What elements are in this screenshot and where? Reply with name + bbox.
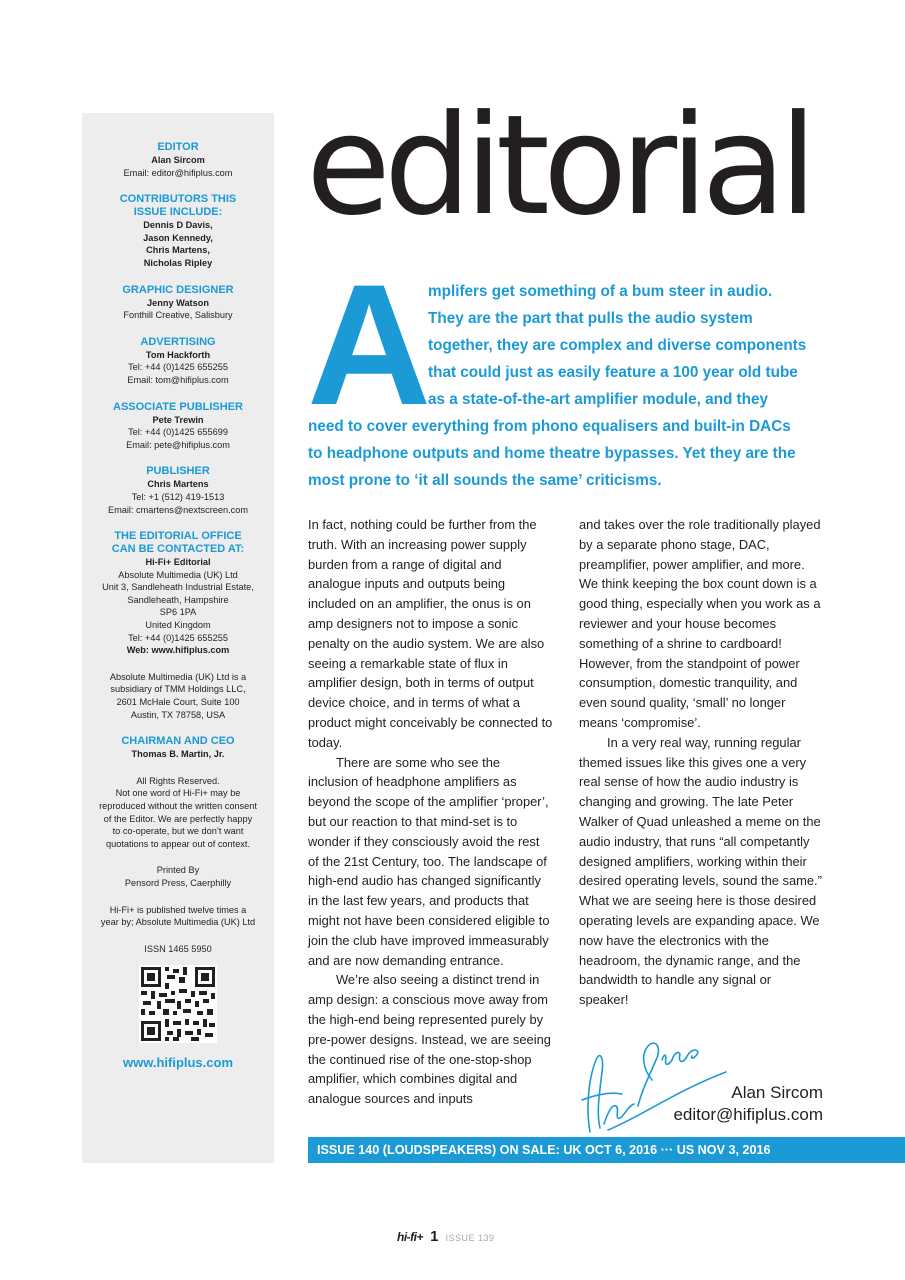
publisher-name: Chris Martens [147,479,209,490]
advertising-heading: ADVERTISING [140,335,216,348]
publisher-email: Email: cmartens@nextscreen.com [107,504,249,515]
subsidiary-block [82,671,274,721]
contributors-heading: CONTRIBUTORS THIS [119,193,237,206]
office-block [82,530,274,657]
publisher-block [82,465,274,516]
standfirst-line: most prone to ‘it all sounds the same’ criticisms. [308,472,662,489]
rights-line: All Rights Reserved. [136,775,220,786]
rights-line: to co-operate, but we don’t want [112,826,244,837]
standfirst-line: mplifers get something of a bum steer in audio. [428,283,773,300]
editor-name: Alan Sircom [151,155,205,165]
advertising-tel: Tel: +44 (0)1425 655255 [128,362,228,373]
body-paragraph: In a very real way, running regular themed issues like this gives one a very real sense of how the audio industry is changing and growing. The late Peter Walker of Quad unleashed a meme on the audio industry, that runs “all competantly designed amplifiers, working within their desired operating levels, sound the same.” What we are seeing here is those desired operating levels are expanding apace. We now have the electronics with the headroom, the dynamic range, and the bandwidth to handle any signal or speaker! [579,734,822,1008]
chairman-name: Thomas B. Martin, Jr. [131,749,225,760]
issn: ISSN 1465 5950 [144,943,212,954]
contributor-name: Nicholas Ripley [143,257,213,268]
associate-publisher-name: Pete Trewin [152,414,204,425]
contributor-name: Chris Martens, [146,245,210,256]
published-line: year by; Absolute Multimedia (UK) Ltd [100,917,256,928]
designer-heading: GRAPHIC DESIGNER [122,283,234,296]
drop-cap: A [307,249,432,441]
associate-publisher-heading: ASSOCIATE PUBLISHER [113,400,243,413]
office-tel: Tel: +44 (0)1425 655255 [128,632,228,643]
rights-line: Not one word of Hi-Fi+ may be [115,788,241,799]
editor-email: Email: editor@hifiplus.com [123,167,233,178]
associate-publisher-email: Email: pete@hifiplus.com [126,439,230,450]
signature-block [673,1082,823,1126]
advertising-email: Email: tom@hifiplus.com [127,374,229,385]
standfirst [308,278,828,494]
body-column-1 [308,515,553,1109]
office-web: Web: www.hifiplus.com [126,645,230,656]
rights-block [82,775,274,851]
standfirst-line: together, they are complex and diverse components [428,337,807,354]
office-address-line: SP6 1PA [159,607,197,618]
office-heading-2: CAN BE CONTACTED AT: [111,543,245,556]
designer-name: Jenny Watson [147,297,209,308]
associate-publisher-tel: Tel: +44 (0)1425 655699 [128,427,228,438]
editor-heading: EDITOR [157,141,199,153]
rights-line: of the Editor. We are perfectly happy [103,813,253,824]
published-line: Hi-Fi+ is published twelve times a [109,904,247,915]
masthead-sidebar [82,113,274,1163]
signature-name: Alan Sircom [731,1083,823,1102]
contributors-heading-2: ISSUE INCLUDE: [133,206,223,219]
office-address-line: Unit 3, Sandleheath Industrial Estate, [102,582,254,593]
printed-line: Printed By [156,865,200,876]
published-block [82,904,274,929]
office-address-line: United Kingdom [145,620,211,631]
contributor-name: Dennis D Davis, [143,220,213,231]
office-address-line: Absolute Multimedia (UK) Ltd [118,569,238,580]
page-number: 1 [430,1228,439,1245]
standfirst-line: They are the part that pulls the audio system [428,310,753,327]
body-column-2 [579,515,824,1010]
subsidiary-line: Absolute Multimedia (UK) Ltd is a [109,671,247,682]
advertising-block [82,336,274,387]
page-title: editorial [306,85,811,246]
designer-block [82,284,274,322]
printed-block [82,864,274,889]
standfirst-line: that could just as easily feature a 100 year old tube [428,364,798,381]
contributor-name: Jason Kennedy, [143,232,213,243]
publisher-heading: PUBLISHER [146,465,210,478]
chairman-block [82,735,274,761]
magazine-logo: hi-fi+ [397,1230,423,1244]
standfirst-line: as a state-of-the-art amplifier module, and they [428,391,768,408]
body-paragraph: and takes over the role traditionally played by a separate phono stage, DAC, preamplifier, power amplifier, and more. We think keeping the box count down is a good thing, especially when you work as a reviewer and your house becomes something of a shrine to cardboard! However, from the standpoint of power consumption, domestic tranquility, and even sound quality, ‘small’ no longer means ‘compromise’. [579,517,821,730]
body-paragraph: We’re also seeing a distinct trend in amp design: a conscious move away from the high-end being represented purely by pre-power designs. Instead, we are seeing the continued rise of the one-stop-shop amplifier, which combines digital and analogue sources and inputs [308,972,551,1107]
office-heading: THE EDITORIAL OFFICE [114,530,242,543]
signature-email[interactable]: editor@hifiplus.com [673,1105,823,1124]
body-paragraph: In fact, nothing could be further from the truth. With an increasing power supply burden from a range of digital and analogue inputs and outputs being included on an amplifier, the onus is on amp designers not to impose a sonic penalty on the audio system. We are also seeing a remarkable state of flux in amplifier design, both in terms of output device choice, and in terms of what a product might conceivably be connected to today. [308,517,553,750]
printed-line: Pensord Press, Caerphilly [124,877,232,888]
subsidiary-line: Austin, TX 78758, USA [130,709,226,720]
designer-company: Fonthill Creative, Salisbury [123,310,233,321]
website-link[interactable]: www.hifiplus.com [122,1055,234,1071]
office-address-line: Sandleheath, Hampshire [127,594,229,605]
next-issue-banner: ISSUE 140 (LOUDSPEAKERS) ON SALE: UK OCT 6, 2016 ··· US NOV 3, 2016 [308,1137,905,1163]
office-name: Hi-Fi+ Editorial [145,557,211,568]
editor-block [82,141,274,179]
qr-code-icon [139,965,217,1043]
publisher-tel: Tel: +1 (512) 419-1513 [131,491,225,502]
issue-number: ISSUE 139 [445,1233,495,1243]
advertising-name: Tom Hackforth [145,349,211,360]
body-paragraph: There are some who see the inclusion of headphone amplifiers as beyond the scope of the amplifier ‘proper’, but our reaction to that mind-set is to wonder if they consciously avoid the rest of the 21st Century, too. The landscape of high-end audio has changed significantly in the last few years, and products that might not have been considered eligible to join the club have improved immeasurably and are now demanding entrance. [308,754,550,968]
rights-line: quotations to appear out of context. [105,838,251,849]
subsidiary-line: subsidiary of TMM Holdings LLC, [110,684,246,695]
page-footer [397,1228,495,1245]
subsidiary-line: 2601 McHale Court, Suite 100 [116,697,240,708]
contributors-block [82,193,274,269]
standfirst-line: to headphone outputs and home theatre bypasses. Yet they are the [308,445,796,462]
chairman-heading: CHAIRMAN AND CEO [121,735,235,748]
associate-publisher-block [82,401,274,452]
standfirst-line: need to cover everything from phono equalisers and built-in DACs [308,418,791,435]
rights-line: reproduced without the written consent [99,801,257,811]
